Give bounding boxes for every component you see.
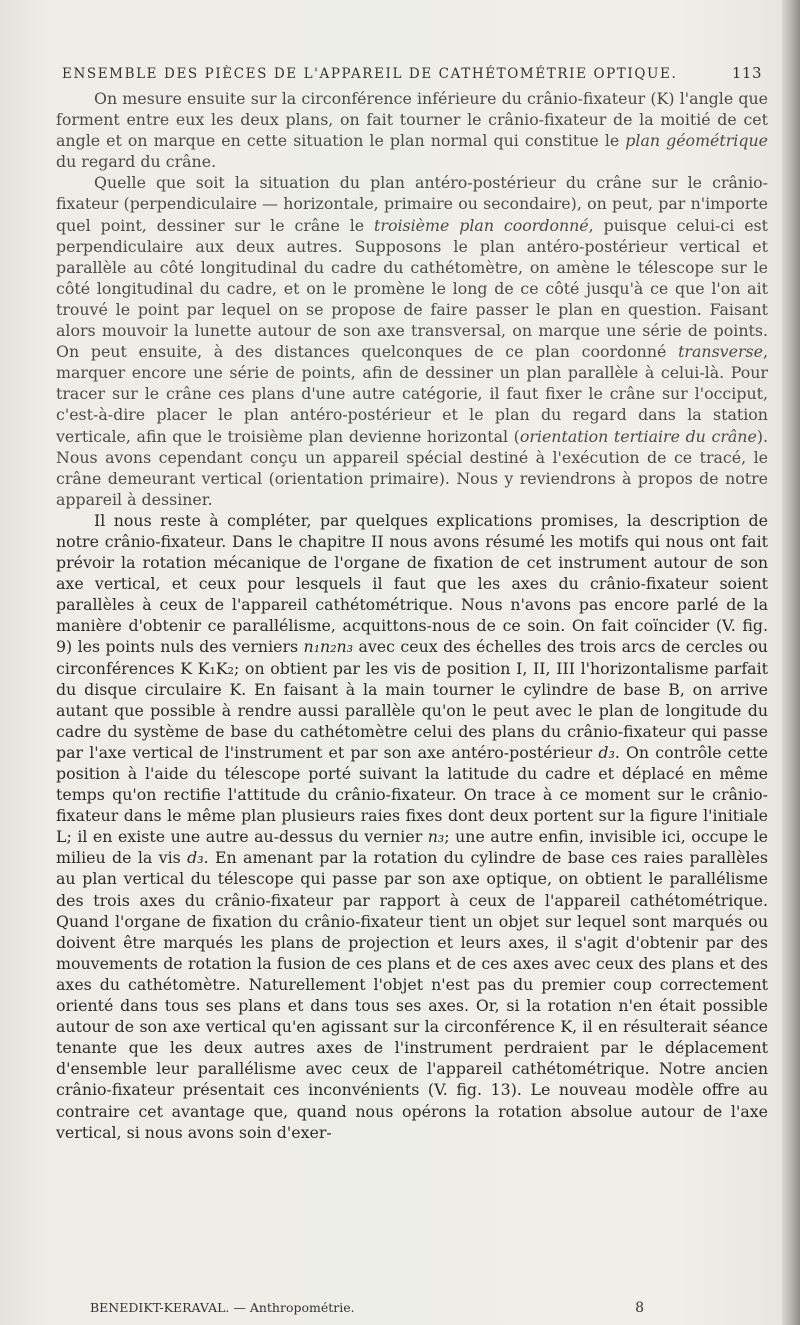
- body-text: [56, 88, 768, 1143]
- text-run: Il nous reste à compléter, par quelques explications promises, la description de notre crânio-fixateur. Dans le chapitre II nous avons résumé les motifs qui nous ont fait prévoir la rotation mécanique de l'organe de fixation de cet instrument autour de son axe vertical, et ceux pour lesquels il faut que les axes du crânio-fixateur soient parallèles à ceux de l'appareil cathétométrique. Nous n'avons pas encore parlé de la manière d'obtenir ce parallélisme, acquittons-nous de ce soin. On fait coïncider (V. fig. 9) les points nuls des verniers: [56, 510, 768, 657]
- text-run: . On contrôle cette position à l'aide du télescope porté suivant la latitude du cadre et déplacé en même temps qu'on rectifie l'attitude du crânio-fixateur. On trace à ce moment sur le crânio-fixateur dans le même plan plusieurs raies fixes dont deux portent sur la figure l'initiale L; il en existe une autre au-dessus du vernier: [56, 742, 768, 847]
- book-gutter-shadow: [782, 0, 800, 1325]
- text-run: du regard du crâne.: [56, 152, 217, 172]
- text-run: , marquer encore une série de points, afin de dessiner un plan parallèle à celui-là. Pour tracer sur le crâne ces plans d'une autre catégorie, il faut fixer le crâne sur l'occiput, c'est-à-dire placer le plan antéro-postérieur et le plan du regard dans la station verticale, afin que le troisième plan devienne horizontal (: [56, 342, 768, 446]
- text-run: . En amenant par la rotation du cylindre de base ces raies parallèles au plan vertical du télescope qui passe par son axe optique, on obtient le parallélisme des trois axes du crânio-fixateur par rapport à ceux de l'appareil cathétométrique. Quand l'organe de fixation du crânio-fixateur tient un objet sur lequel sont marqués ou doivent être marqués les plans de projection et leurs axes, il s'agit d'obtenir par des mouvements de rotation la fusion de ces plans et de ces axes avec ceux des plans et des axes du cathétomètre. Naturellement l'objet n'est pas du premier coup correctement orienté dans tous ses plans et dans tous ses axes. Or, si la rotation n'en était possible autour de son axe vertical qu'en agissant sur la circonférence K, il en résulterait séance tenante que les deux autres axes de l'instrument perdraient par le déplacement d'ensemble leur parallélisme avec ceux de l'appareil cathétométrique. Notre ancien crânio-fixateur présentait ces inconvénients (V. fig. 13). Le nouveau modèle offre au contraire cet avantage que, quand nous opérons la rotation absolue autour de l'axe vertical, si nous avons soin d'exer-: [56, 848, 768, 1142]
- italic-text-run: orientation tertiaire du crâne: [519, 426, 757, 446]
- text-run: , puisque celui-ci est perpendiculaire aux deux autres. Supposons le plan antéro-postérieur vertical et parallèle au côté longitudinal du cadre du cathétomètre, on amène le télescope sur le côté longitudinal du cadre, et on le promène le long de ce côté jusqu'à ce que l'on ait trouvé le point par lequel on se propose de faire passer le plan en question. Faisant alors mouvoir la lunette autour de son axe transversal, on marque une série de points. On peut ensuite, à des distances quelconques de ce plan coordonné: [56, 215, 768, 362]
- italic-text-run: n₃: [427, 827, 445, 847]
- italic-text-run: troisième plan coordonné: [374, 215, 589, 235]
- text-run: ; une autre enfin, invisible ici, occupe le milieu de la vis: [56, 827, 768, 868]
- page-footer: [90, 1300, 650, 1316]
- page-number: 113: [731, 64, 762, 82]
- text-run: avec ceux des échelles des trois arcs de cercles ou circonférences K K₁K₂; on obtient par les vis de position I, II, III l'horizontalisme parfait du disque circulaire K. En faisant à la main tourner le cylindre de base B, on arrive autant que possible à rendre aussi parallèle qu'on le peut avec le plan de longitude du cadre du système de base du cathétomètre celui des plans du crânio-fixateur qui passe par l'axe vertical de l'instrument et par son axe antéro-postérieur: [56, 637, 768, 762]
- italic-text-run: d₃: [598, 742, 615, 762]
- italic-text-run: transverse: [678, 342, 763, 362]
- paragraph: [56, 88, 768, 172]
- italic-text-run: d₃: [187, 848, 204, 868]
- italic-text-run: plan géométrique: [625, 131, 768, 151]
- author-title: BENEDIKT-KERAVAL. — Anthropométrie.: [90, 1300, 355, 1315]
- italic-text-run: n₁n₂n₃: [303, 637, 354, 657]
- text-run: Quelle que soit la situation du plan antéro-postérieur du crâne sur le crânio-fixateur (perpendiculaire — horizontale, primaire ou secondaire), on peut, par n'importe quel point, dessiner sur le crâne le: [56, 173, 768, 235]
- signature-mark: 8: [635, 1300, 644, 1316]
- text-run: On mesure ensuite sur la circonférence inférieure du crânio-fixateur (K) l'angle que forment entre eux les deux plans, on fait tourner le crânio-fixateur de la moitié de cet angle et on marque en cette situation le plan normal qui constitue le: [56, 89, 768, 151]
- text-run: ). Nous avons cependant conçu un appareil spécial destiné à l'exécution de ce tracé, le crâne demeurant vertical (orientation primaire). Nous y reviendrons à propos de notre appareil à dessiner.: [56, 426, 768, 509]
- paragraph: [56, 510, 768, 1143]
- paragraph: [56, 172, 768, 510]
- running-title: ENSEMBLE DES PIÈCES DE L'APPAREIL DE CATHÉTOMÉTRIE OPTIQUE.: [62, 66, 678, 82]
- running-header: [62, 64, 762, 82]
